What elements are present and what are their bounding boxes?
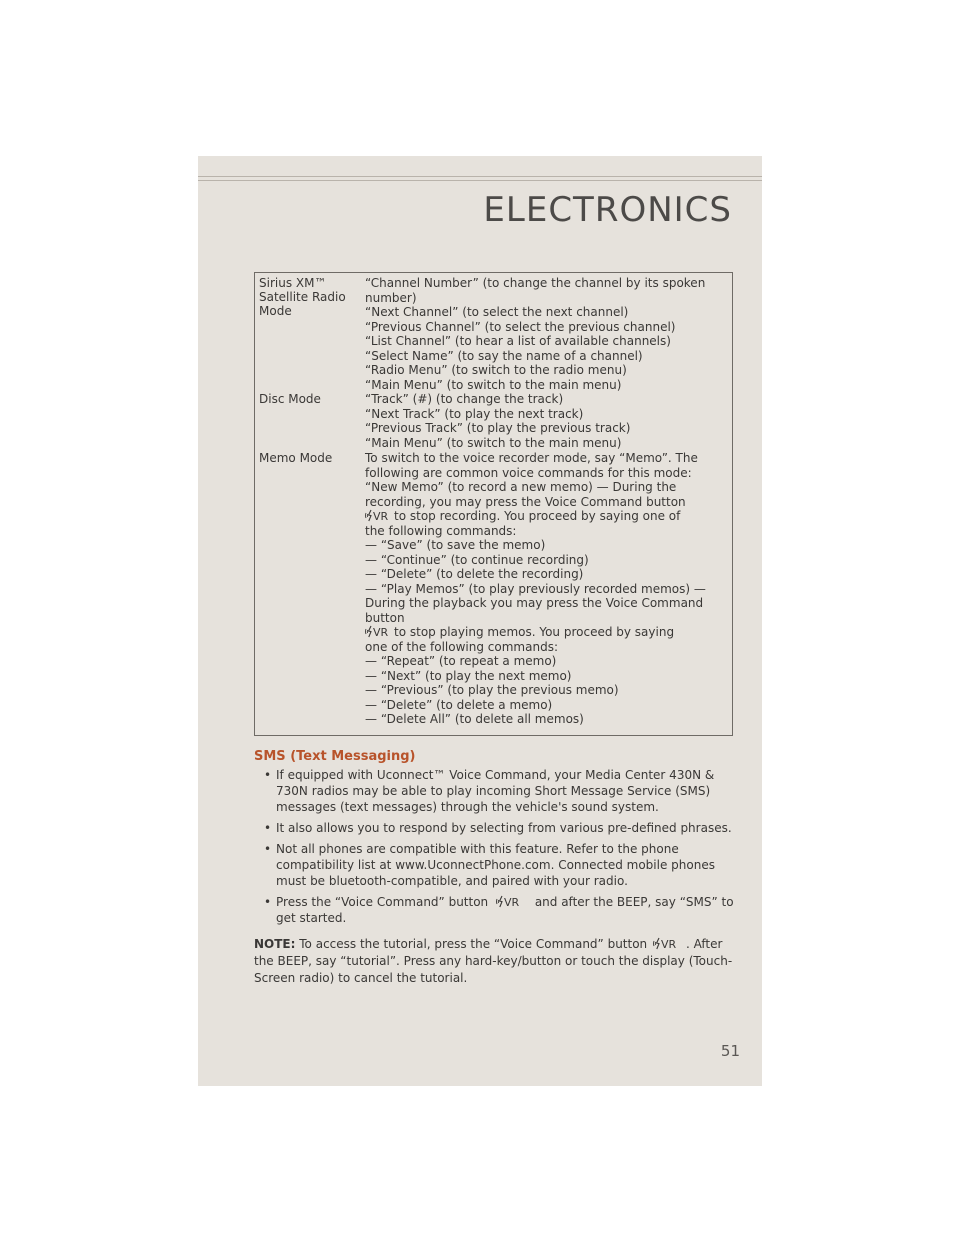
- mode-label-sirius: Sirius XM™ Satellite Radio Mode: [259, 276, 346, 318]
- mode-label-memo: Memo Mode: [259, 451, 333, 465]
- command-line: “Next Channel” (to select the next channel): [365, 305, 629, 319]
- note-label: NOTE:: [254, 937, 296, 951]
- command-line: VR to stop playing memos. You proceed by saying: [365, 625, 730, 640]
- voice-command-vr-icon: [651, 937, 683, 950]
- command-line: “Select Name” (to say the name of a channel): [365, 348, 643, 363]
- header-rule: [198, 176, 762, 177]
- command-line: number): [365, 290, 417, 305]
- command-line: one of the following commands:: [365, 639, 558, 654]
- command-line: — “Delete” (to delete the recording): [365, 567, 584, 581]
- page-number: 51: [720, 1042, 740, 1060]
- command-line: — “Save” (to save the memo): [365, 538, 546, 552]
- command-line: “List Channel” (to hear a list of available channels): [365, 334, 671, 348]
- command-line: “Channel Number” (to change the channel by its spoken: [365, 276, 706, 290]
- list-item: • Not all phones are compatible with this feature. Refer to the phone compatibility list at www.UconnectPhone.com. Connected mobile phones must be bluetooth-compatible, and paired with your radio.: [264, 842, 715, 888]
- command-line: “Main Menu” (to switch to the main menu): [365, 435, 622, 450]
- command-line: the following commands:: [365, 523, 517, 538]
- command-line: “Radio Menu” (to switch to the radio menu): [365, 363, 627, 377]
- command-line: During the playback you may press the Voice Command: [365, 596, 704, 610]
- svg-text:VR: VR: [373, 626, 389, 638]
- list-item: • Press the “Voice Command” button VR and after the BEEP, say “SMS” to get started.: [264, 895, 734, 925]
- command-line: “Previous Channel” (to select the previous channel): [365, 319, 676, 334]
- mode-label-disc: Disc Mode: [259, 392, 321, 406]
- voice-command-table: [254, 272, 733, 736]
- command-line: To switch to the voice recorder mode, say “Memo”. The: [365, 451, 698, 465]
- svg-text:VR: VR: [373, 510, 389, 522]
- command-line: “New Memo” (to record a new memo) — During the: [365, 480, 677, 494]
- voice-command-vr-icon: [492, 895, 528, 908]
- command-line: VR to stop recording. You proceed by saying one of: [365, 509, 730, 524]
- mode-commands-sirius: [365, 276, 730, 392]
- section-title: ELECTRONICS: [483, 190, 732, 230]
- sms-heading: SMS (Text Messaging): [254, 749, 416, 764]
- command-line: “Main Menu” (to switch to the main menu): [365, 377, 622, 392]
- command-line: “Next Track” (to play the next track): [365, 406, 584, 421]
- command-line: — “Continue” (to continue recording): [365, 552, 589, 567]
- header-rule: [198, 180, 762, 181]
- command-line: “Previous Track” (to play the previous track): [365, 421, 631, 435]
- command-line: “Track” (#) (to change the track): [365, 392, 564, 406]
- command-line: following are common voice commands for this mode:: [365, 465, 692, 480]
- mode-commands-memo: [365, 451, 730, 727]
- command-line: — “Repeat” (to repeat a memo): [365, 654, 557, 668]
- command-line: button: [365, 610, 405, 625]
- mode-commands-disc: [365, 392, 730, 450]
- command-line: — “Play Memos” (to play previously recorded memos) —: [365, 581, 706, 596]
- svg-text:VR: VR: [661, 938, 677, 950]
- command-line: — “Previous” (to play the previous memo): [365, 683, 619, 697]
- note-paragraph: NOTE: To access the tutorial, press the “Voice Command” button VR . After the BEEP, say “tutorial”. Press any hard-key/button or touch the display (Touch-Screen radio) to cancel the tutorial.: [254, 937, 733, 985]
- voice-command-vr-icon: [365, 509, 391, 522]
- list-item: • It also allows you to respond by selecting from various pre-defined phrases.: [264, 821, 732, 835]
- command-line: recording, you may press the Voice Command button: [365, 494, 686, 509]
- list-item: • If equipped with Uconnect™ Voice Command, your Media Center 430N & 730N radios may be able to play incoming Short Message Service (SMS) messages (text messages) through the vehicle's sound system.: [264, 768, 715, 814]
- sms-bullet-list: [264, 767, 734, 931]
- command-line: — “Delete” (to delete a memo): [365, 697, 553, 712]
- command-line: — “Next” (to play the next memo): [365, 668, 572, 683]
- command-line: — “Delete All” (to delete all memos): [365, 712, 584, 726]
- voice-command-vr-icon: [365, 625, 391, 638]
- svg-text:VR: VR: [503, 896, 520, 908]
- manual-page: [198, 156, 762, 1086]
